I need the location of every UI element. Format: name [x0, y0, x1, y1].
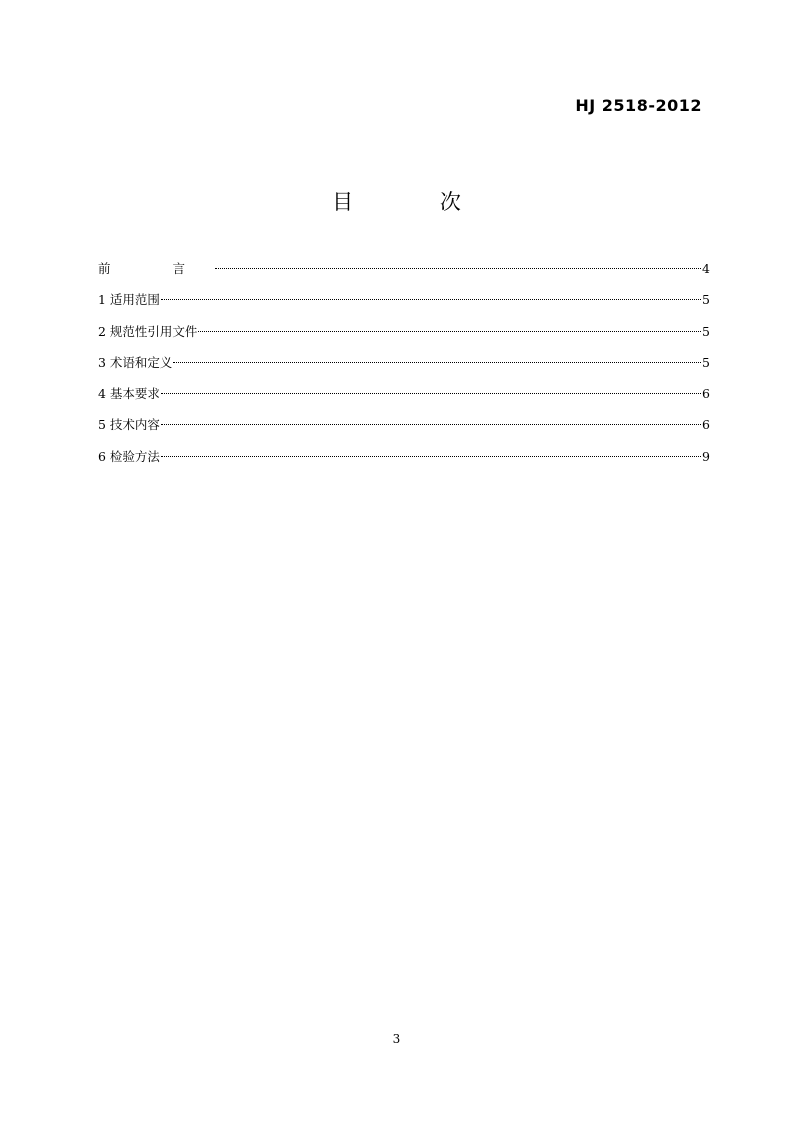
page-number: 3 — [392, 1032, 401, 1046]
toc-entry-label: 2 规范性引用文件 — [98, 323, 198, 339]
toc-entry-terms-definitions[interactable] — [98, 353, 710, 384]
toc-dot-leader — [198, 331, 701, 332]
toc-dot-leader — [173, 362, 701, 363]
toc-entry-page: 5 — [702, 323, 710, 339]
toc-entry-normative-references[interactable] — [98, 322, 710, 353]
toc-entry-label: 3 术语和定义 — [98, 354, 173, 370]
toc-entry-page: 4 — [702, 261, 710, 276]
toc-entry-foreword[interactable] — [98, 259, 710, 290]
toc-entry-page: 9 — [702, 448, 710, 464]
toc-entry-page: 6 — [702, 417, 710, 433]
toc-entry-page: 5 — [702, 354, 710, 370]
toc-entry-technical-content[interactable] — [98, 415, 710, 446]
toc-entry-label: 6 检验方法 — [98, 448, 160, 464]
toc-dot-leader — [161, 393, 701, 394]
toc-entry-test-methods[interactable] — [98, 447, 710, 478]
toc-entry-label: 1 适用范围 — [98, 292, 160, 308]
standard-code: HJ 2518-2012 — [575, 96, 702, 115]
toc-entry-page: 6 — [702, 386, 710, 402]
table-of-contents — [98, 259, 710, 478]
toc-entry-basic-requirements[interactable] — [98, 384, 710, 415]
toc-entry-label: 前 言 — [98, 261, 214, 276]
toc-dot-leader — [215, 268, 701, 269]
toc-entry-page: 5 — [702, 292, 710, 308]
toc-dot-leader — [161, 424, 701, 425]
toc-dot-leader — [161, 456, 701, 457]
toc-entry-label: 4 基本要求 — [98, 386, 160, 402]
toc-entry-scope[interactable] — [98, 290, 710, 321]
toc-entry-label: 5 技术内容 — [98, 417, 160, 433]
toc-dot-leader — [161, 299, 701, 300]
toc-title: 目 次 — [332, 190, 501, 214]
